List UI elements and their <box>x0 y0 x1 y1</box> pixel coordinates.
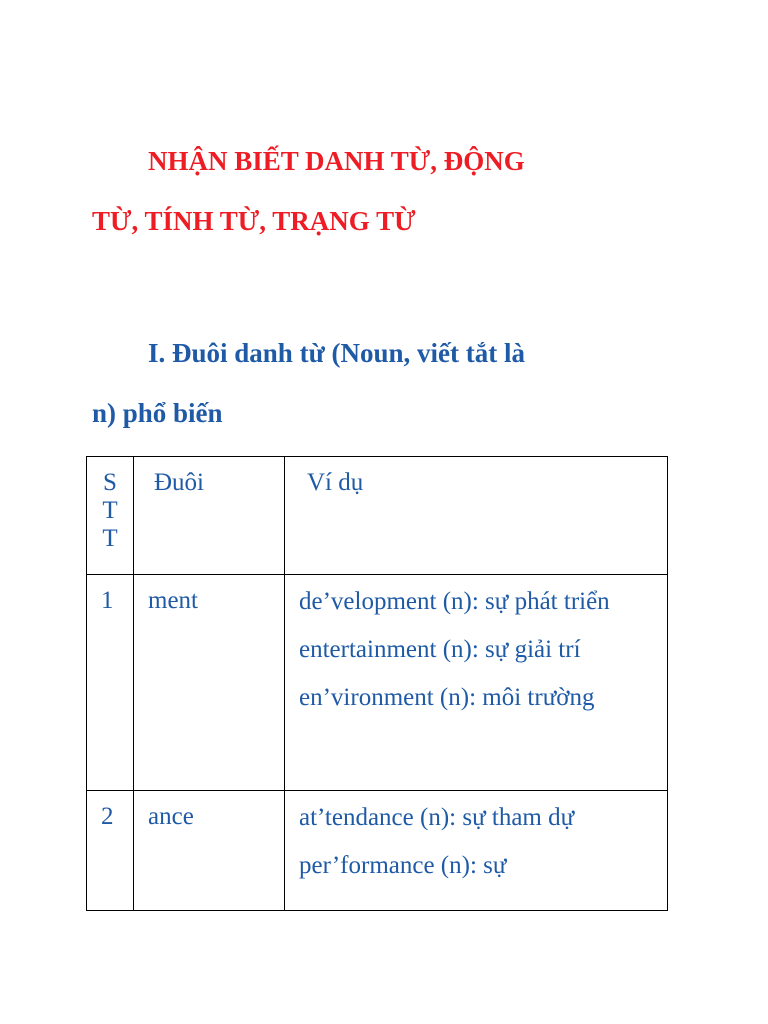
section-heading-continued <box>92 400 652 427</box>
example-item: de’velopment (n): sự phát triển <box>299 588 610 615</box>
header-stt-letter: S <box>103 469 117 496</box>
document-title-continued <box>92 208 652 235</box>
row-number: 2 <box>87 791 134 911</box>
example-item: en’vironment (n): môi trường <box>299 684 595 711</box>
row-examples <box>285 575 668 791</box>
header-stt-letter: T <box>102 497 118 524</box>
section-heading-line-1: I. Đuôi danh từ (Noun, viết tắt là <box>148 338 525 368</box>
table-header-row <box>87 457 668 575</box>
section-heading-line-2: n) phổ biến <box>92 398 223 428</box>
noun-suffix-table <box>86 456 668 911</box>
header-suffix: Đuôi <box>134 457 285 575</box>
document-title-line-1: NHẬN BIẾT DANH TỪ, ĐỘNG <box>148 146 525 176</box>
header-stt <box>87 457 134 575</box>
header-stt-letter: T <box>102 525 118 552</box>
section-heading <box>92 340 652 367</box>
example-item: entertainment (n): sự giải trí <box>299 636 581 663</box>
example-item: at’tendance (n): sự tham dự <box>299 804 575 831</box>
row-suffix: ment <box>134 575 285 791</box>
document-title-line-2: TỪ, TÍNH TỪ, TRẠNG TỪ <box>92 206 416 236</box>
header-example: Ví dụ <box>285 457 668 575</box>
row-suffix: ance <box>134 791 285 911</box>
row-examples <box>285 791 668 911</box>
document-title <box>92 148 652 175</box>
table-row <box>87 791 668 911</box>
table-row <box>87 575 668 791</box>
example-item: per’formance (n): sự <box>299 852 507 879</box>
row-number: 1 <box>87 575 134 791</box>
